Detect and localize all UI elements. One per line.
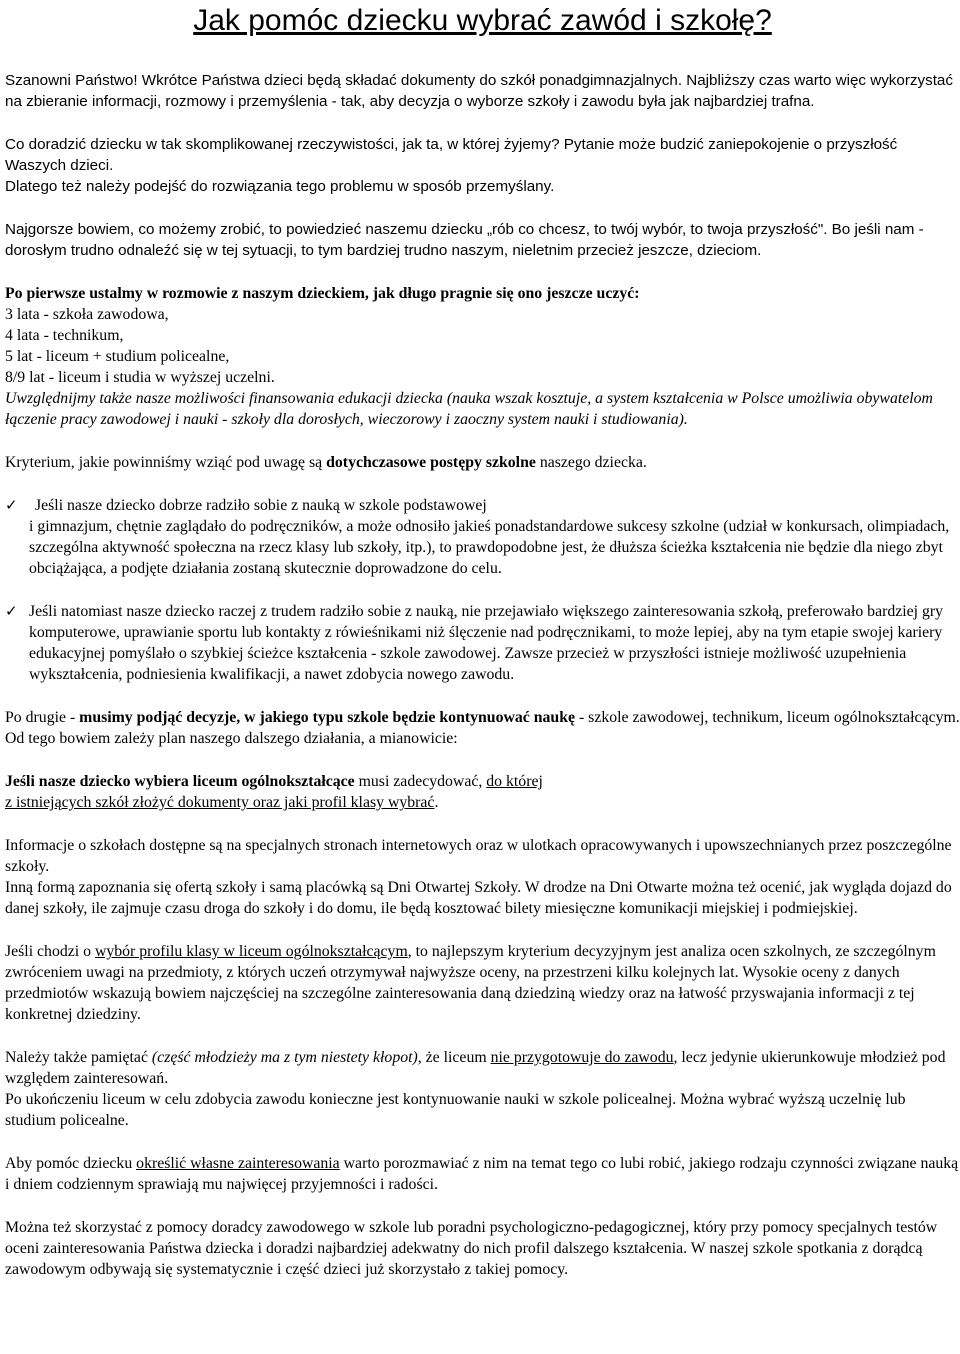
- after-school-paragraph: Po ukończeniu liceum w celu zdobycia zawodu konieczne jest kontynuowanie nauki w szkole policealnej. Można wybrać wyższą uczelnię lub studium policealne.: [5, 1091, 906, 1129]
- help-paragraph: [5, 1153, 960, 1195]
- lo-underline-cont: z istniejących szkół złożyć dokumenty oraz jaki profil klasy wybrać: [5, 794, 435, 811]
- criterion-bold: dotychczasowe postępy szkolne: [326, 454, 536, 471]
- check-item: [5, 601, 960, 685]
- page-title: Jak pomóc dziecku wybrać zawód i szkołę?: [193, 4, 772, 37]
- profile-text: Jeśli chodzi o: [5, 943, 95, 960]
- profile-underline: wybór profilu klasy w liceum ogólnokształcącym: [94, 943, 408, 960]
- criterion-text-end: naszego dziecka.: [535, 454, 647, 471]
- check-item: [5, 495, 960, 579]
- check-icon: ✓: [5, 602, 18, 620]
- lo-text: musi zadecydować,: [354, 773, 487, 790]
- open-days-paragraph: Inną formą zapoznania się ofertą szkoły i samą placówką są Dni Otwartej Szkoły. W drodze na Dni Otwarte można też ocenić, jak wygląda dojazd do danej szkoły, ile zajmuje czasu droga do szkoły i do domu, ile będą kosztować bilety miesięczne komunikacji miejskiej i podmiejskiej.: [5, 879, 952, 917]
- approach-paragraph: Dlatego też należy podejść do rozwiązania tego problemu w sposób przemyślany.: [5, 178, 555, 195]
- profile-paragraph: [5, 941, 960, 1025]
- education-option: 4 lata - technikum,: [5, 327, 124, 344]
- criterion-paragraph: [5, 452, 960, 473]
- help-text-end: warto porozmawiać z nim na temat tego co lubi robić, jakiego rodzaju czynności związane nauką i dniem codziennym sprawiają mu najwięcej przyjemności i radości.: [5, 1155, 959, 1193]
- question-paragraph: Co doradzić dziecku w tak skomplikowanej rzeczywistości, jak ta, w której żyjemy? Pytanie może budzić zaniepokojenie o przyszłość Waszych dzieci.: [5, 136, 898, 174]
- second-step-text: Po drugie -: [5, 709, 80, 726]
- worst-advice-paragraph: Najgorsze bowiem, co możemy zrobić, to powiedzieć naszemu dziecku „rób co chcesz, to twój wybór, to twoja przyszłość". Bo jeśli nam - dorosłym trudno odnaleźć się w tej sytuacji, to tym bardziej trudno naszym, nieletnim przecież jeszcze, dzieciom.: [5, 221, 924, 259]
- remember-underline: nie przygotowuje do zawodu: [490, 1049, 674, 1066]
- check-item-text: Jeśli natomiast nasze dziecko raczej z trudem radziło sobie z nauką, nie przejawiało większego zainteresowania szkołą, preferowało bardziej gry komputerowe, uprawianie sportu lub kontakty z rówieśnikami niż ślęczenie nad podręcznikami, to może lepiej, aby na tym etapie swojej kariery edukacyjnej pomyślało o szybkiej ścieżce kształcenia - szkole zawodowej. Zawsze przecież w przyszłości istnieje możliwość uzupełnienia wykształcenia, podniesienia kwalifikacji, a nawet zdobycia nowego zawodu.: [29, 603, 944, 683]
- lo-bold: Jeśli nasze dziecko wybiera liceum ogólnokształcące: [5, 773, 355, 790]
- advisor-paragraph: Można też skorzystać z pomocy doradcy zawodowego w szkole lub poradni psychologiczno-pedagogicznej, który przy pomocy specjalnych testów oceni zainteresowania Państwa dziecka i doradzi najbardziej adekwatny do nich profil dalszego kształcenia. W naszej szkole spotkania z dorądcą zawodowym odbywają się systematycznie i część dzieci już skorzystało z takiej pomocy.: [5, 1219, 938, 1278]
- remember-text-end: , lecz jedynie ukierunkowuje młodzież pod względem zainteresowań.: [5, 1049, 946, 1087]
- first-step-heading: Po pierwsze ustalmy w rozmowie z naszym dzieckiem, jak długo pragnie się ono jeszcze uczyć:: [5, 285, 640, 302]
- second-step-bold: musimy podjąć decyzje, w jakiego typu szkole będzie kontynuować naukę: [79, 709, 576, 726]
- education-option: 8/9 lat - liceum i studia w wyższej uczelni.: [5, 369, 275, 386]
- help-underline: określić własne zainteresowania: [136, 1155, 340, 1172]
- finance-note: Uwzględnijmy także nasze możliwości finansowania edukacji dziecka (nauka wszak kosztuje, a system kształcenia w Polsce umożliwia obywatelom łączenie pracy zawodowej i nauki - szkoły dla dorosłych, wieczorowy i zaoczny system nauki i studiowania).: [5, 390, 933, 428]
- education-option: 5 lat - liceum + studium policealne,: [5, 348, 230, 365]
- help-text: Aby pomóc dziecku: [5, 1155, 137, 1172]
- check-item-text: Jeśli nasze dziecko dobrze radziło sobie z nauką w szkole podstawowej i gimnazjum, chętnie zaglądało do podręczników, a może odnosiło jakieś ponadstandardowe sukcesy szkolne (udział w konkursach, olimpiadach, szczególna aktywność społeczna na rzecz klasy lub szkoły, itp.), to prawdopodobne jest, że dłuższa ścieżka kształcenia nie będzie dla niego zbyt obciążająca, a podjęte działania zostaną skutecznie doprowadzone do celu.: [29, 497, 950, 577]
- remember-italic: (część młodzieży ma z tym niestety kłopot),: [151, 1049, 422, 1066]
- education-option: 3 lata - szkoła zawodowa,: [5, 306, 169, 323]
- info-paragraph: Informacje o szkołach dostępne są na specjalnych stronach internetowych oraz w ulotkach opracowywanych i upowszechnianych przez poszczególne szkoły.: [5, 837, 952, 875]
- lo-paragraph: [5, 771, 960, 813]
- check-icon: ✓: [5, 496, 18, 514]
- remember-mid: że liceum: [421, 1049, 491, 1066]
- second-step-text-end: - szkole zawodowej, technikum, liceum ogólnokształcącym. Od tego bowiem zależy plan naszego dalszego działania, a mianowicie:: [5, 709, 960, 747]
- intro-paragraph: Szanowni Państwo! Wkrótce Państwa dzieci będą składać dokumenty do szkół ponadgimnazjalnych. Najbliższy czas warto więc wykorzystać na zbieranie informacji, rozmowy i przemyślenia - tak, aby decyzja o wyborze szkoły i zawodu była jak najbardziej trafna.: [5, 72, 953, 110]
- second-step-paragraph: [5, 707, 960, 749]
- lo-end: .: [434, 794, 439, 811]
- lo-underline: do której: [486, 773, 543, 790]
- criterion-text: Kryterium, jakie powinniśmy wziąć pod uwagę są: [5, 454, 327, 471]
- profile-text-end: , to najlepszym kryterium decyzyjnym jest analiza ocen szkolnych, ze szczególnym zwróceniem uwagi na przedmioty, z których uczeń otrzymywał najwyższe oceny, na przestrzeni kilku kolejnych lat. Wysokie oceny z danych przedmiotów wskazują bowiem najczęściej na szczególne zainteresowania daną dziedziną wiedzy oraz na łatwość przyswajania informacji z tej konkretnej dziedziny.: [5, 943, 936, 1023]
- remember-paragraph: [5, 1047, 960, 1089]
- remember-text: Należy także pamiętać: [5, 1049, 152, 1066]
